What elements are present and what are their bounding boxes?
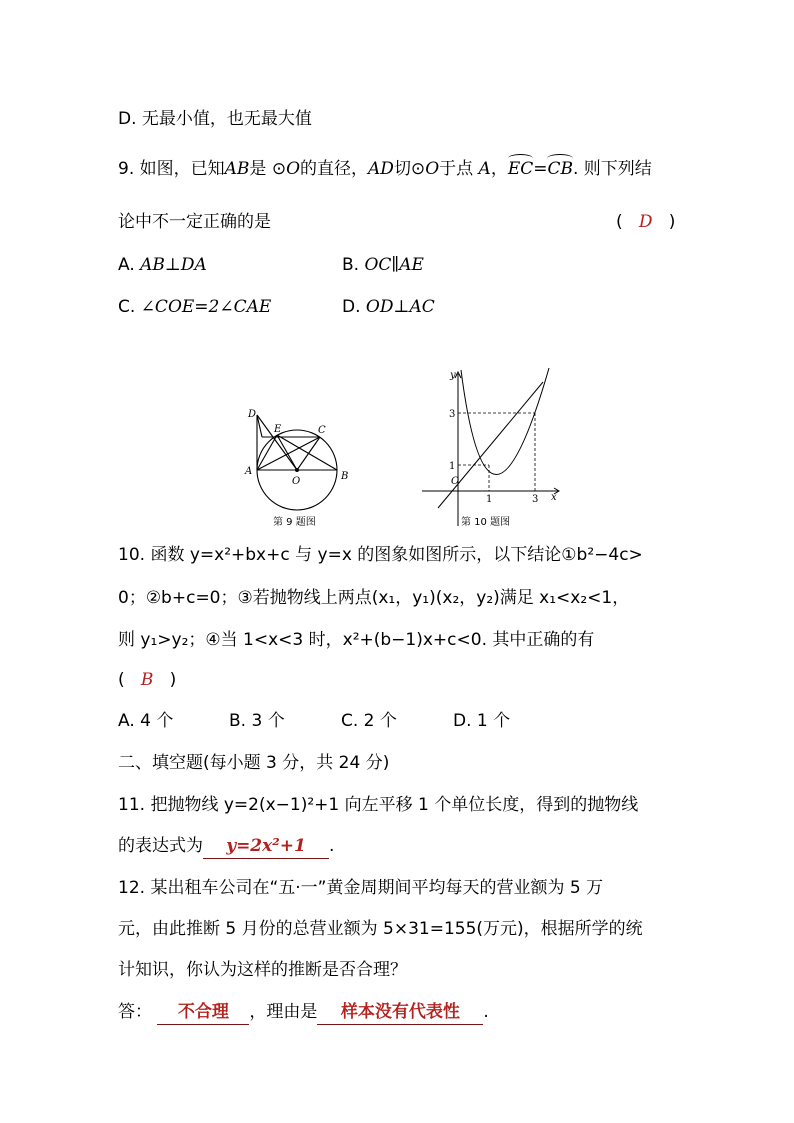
paren-open: ( [118, 670, 125, 690]
label-a: A [245, 466, 253, 477]
q10-stem-line2: 0；②b+c=0；③若抛物线上两点(x₁，y₁)(x₂，y₂)满足 x₁<x₂<1， [118, 588, 630, 608]
q11-stem-line2 [118, 834, 334, 859]
option-text: AB⊥DA [140, 255, 207, 275]
option-label: C. [118, 297, 136, 317]
label-y3: 3 [449, 409, 456, 420]
line-y-equals-x [438, 382, 543, 508]
q12-answer-1: 不合理 [157, 1000, 249, 1025]
label-y: y [450, 370, 456, 381]
q12-answer-line [118, 1000, 489, 1025]
q9-point-o: O [425, 159, 440, 179]
q12-stem-line3: 计知识，你认为这样的推断是否合理？ [118, 960, 407, 980]
option-label: B. [342, 255, 360, 275]
q9-number: 9. [118, 159, 135, 179]
label-x1: 1 [486, 494, 493, 505]
q9-equals: = [533, 159, 548, 179]
q11-prefix: 的表达式为 [118, 836, 203, 856]
q9-text: . 则下列结 [572, 159, 652, 179]
q9-text: 的直径， [300, 159, 369, 179]
option-label: D. [342, 297, 361, 317]
q10-option-c: C. 2 个 [341, 711, 397, 731]
label-x3: 3 [532, 494, 539, 505]
q12-stem-line1: 12. 某出租车公司在“五·一”黄金周期间平均每天的营业额为 5 万 [118, 878, 604, 898]
q9-arc-cb: CB [547, 159, 573, 179]
label-y1: 1 [449, 461, 456, 472]
point-o [295, 468, 299, 472]
q10-option-b: B. 3 个 [229, 711, 285, 731]
q9-option-d [342, 295, 435, 319]
q9-arc-ec: EC [507, 159, 534, 179]
q10-figure [418, 368, 568, 536]
label-b: B [341, 471, 349, 482]
q9-segment-ab: AB [224, 159, 250, 179]
q12-stem-line2: 元，由此推断 5 月份的总营业额为 5×31=155(万元)，根据所学的统 [118, 919, 643, 939]
q11-stem-line1: 11. 把抛物线 y=2(x−1)²+1 向左平移 1 个单位长度，得到的抛物线 [118, 795, 639, 815]
q12-middle-text: ，理由是 [249, 1002, 318, 1022]
q10-answer: B [140, 670, 154, 690]
q11-answer: y=2x²+1 [203, 834, 329, 859]
q9-text: 是 ⊙ [249, 159, 287, 179]
q12-answer-2: 样本没有代表性 [317, 1000, 483, 1025]
q11-suffix: . [329, 836, 335, 856]
label-c: C [318, 425, 326, 436]
q9-point-o: O [286, 159, 301, 179]
q9-figure-caption: 第 9 题图 [273, 517, 316, 528]
q9-answer: D [638, 212, 653, 232]
segment-eb [277, 435, 337, 470]
q10-figure-caption: 第 10 题图 [461, 517, 511, 528]
q9-figure [240, 400, 360, 535]
q9-text: ， [490, 159, 508, 179]
q9-stem-line1 [118, 157, 652, 181]
q12-suffix: . [483, 1002, 489, 1022]
paren-close: ) [668, 212, 676, 232]
q9-option-c [118, 295, 271, 319]
q10-answer-blank [118, 668, 176, 692]
q9-option-a [118, 253, 207, 277]
label-e: E [274, 424, 282, 435]
option-label: A. [118, 255, 135, 275]
option-text: OD⊥AC [365, 297, 435, 317]
q9-answer-blank [616, 210, 675, 234]
q8-option-d: D. 无最小值，也无最大值 [118, 109, 312, 129]
paren-close: ) [169, 670, 177, 690]
q9-option-b [342, 253, 424, 277]
label-origin: O [451, 476, 460, 487]
segment-oc [297, 437, 320, 470]
label-o: O [292, 476, 301, 487]
q9-stem-line2: 论中不一定正确的是 [118, 212, 271, 232]
q10-option-a: A. 4 个 [118, 711, 174, 731]
paren-open: ( [616, 212, 623, 232]
q9-segment-ad: AD [368, 159, 394, 179]
q10-option-d: D. 1 个 [453, 711, 511, 731]
q9-text: 于点 [439, 159, 474, 179]
q9-text: 切⊙ [393, 159, 426, 179]
section-2-title: 二、填空题(每小题 3 分，共 24 分) [118, 753, 390, 773]
q10-stem-line1: 10. 函数 y=x²+bx+c 与 y=x 的图象如图所示，以下结论①b²−4c> [118, 545, 643, 565]
parabola-curve [461, 368, 549, 475]
q9-text: 如图，已知 [139, 159, 225, 179]
label-d: D [248, 409, 257, 420]
q9-point-a: A [478, 159, 491, 179]
q10-stem-line3: 则 y₁>y₂；④当 1<x<3 时，x²+(b−1)x+c<0. 其中正确的有 [118, 630, 595, 650]
label-x: x [551, 492, 557, 503]
q12-answer-prefix: 答： [118, 1002, 152, 1022]
option-text: OC∥AE [364, 255, 424, 275]
option-text: ∠COE=2∠CAE [140, 297, 272, 317]
